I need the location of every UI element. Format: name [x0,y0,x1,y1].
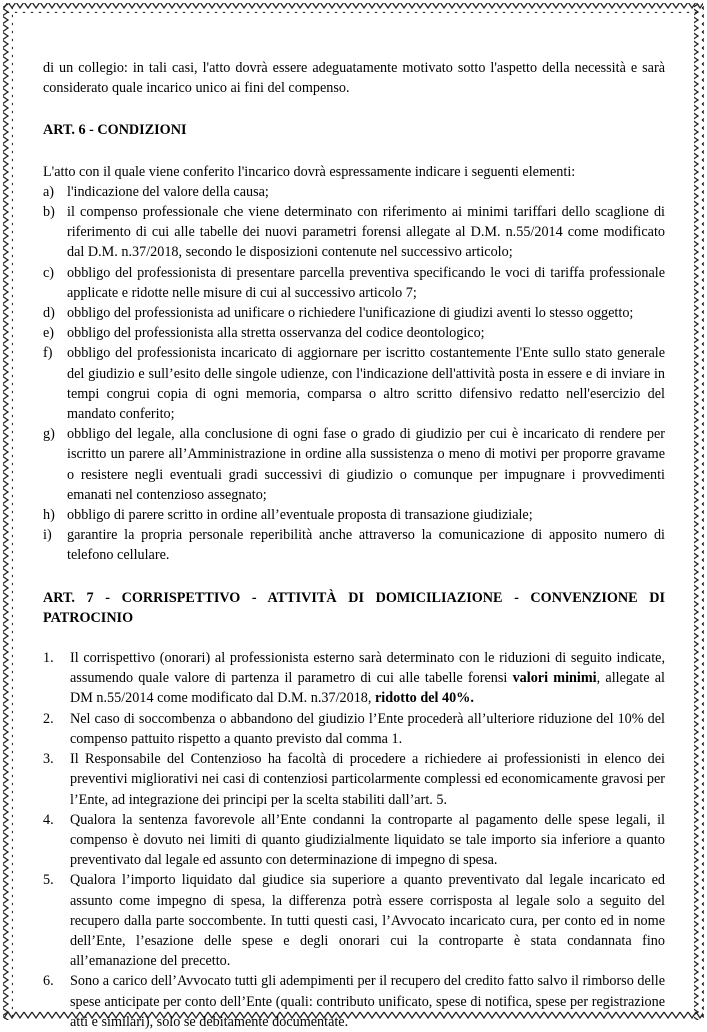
art6-lead: L'atto con il quale viene conferito l'incarico dovrà espressamente indicare i seguenti elementi: [43,163,576,180]
list-item-text: Qualora la sentenza favorevole all’Ente condanni la controparte al pagamento delle spese legali, il compenso è dovuto nei limiti di quanto giudizialmente liquidato se tale importo sia inferiore a quanto preventivato dal legale ed assunto con determinazione di impegno di spesa. [70,811,665,869]
list-marker: 2. [43,710,54,727]
list-item [43,971,665,1032]
list-item [43,709,665,749]
list-item [43,648,665,709]
list-item-text: obbligo di parere scritto in ordine all’eventuale proposta di transazione giudiziale; [67,507,533,524]
list-marker: 5. [43,872,54,889]
list-marker: 1. [43,650,54,667]
list-item-text: obbligo del professionista ad unificare o richiedere l'unificazione di giudizi aventi lo stesso oggetto; [67,305,634,322]
list-marker: b) [43,204,55,221]
list-marker: f) [43,345,53,362]
list-item-text: garantire la propria personale reperibilità anche attraverso la comunicazione di apposito numero di telefono cellulare. [67,527,665,564]
list-marker: h) [43,507,55,524]
list-item [43,870,665,971]
bold-text: ridotto del 40%. [375,690,474,707]
list-item [43,182,665,202]
bold-text: valori minimi [512,670,597,687]
list-item [43,505,665,525]
list-item-text: l'indicazione del valore della causa; [67,183,269,200]
list-item [43,749,665,810]
list-item [43,424,665,505]
art7-list [43,648,665,1032]
list-item-text: , allegate al DM n.55/2014 come modificato dal D.M. n.37/2018, [70,670,665,707]
list-item-text: obbligo del legale, alla conclusione di ogni fase o grado di giudizio per cui è incaricato di rendere per iscritto un parere all’Amministrazione in ordine alla sussistenza o meno di motivi per proporre gravame o resistere negli eventuali gradi successivi di giudizio o comunque per impugnare i provvedimenti emanati nel contenzioso assegnato; [67,426,665,503]
list-item-text: obbligo del professionista incaricato di aggiornare per iscritto costantemente l'Ente sullo stato generale del giudizio e sull’esito delle singole udienze, con l'indicazione dell'attività posta in essere e di inviare in tempi congrui copia di ogni memoria, comparsa o altro scritto difensivo redatto nell'esercizio del mandato conferito; [67,345,665,423]
document-body [43,58,665,1032]
list-item-text: obbligo del professionista alla stretta osservanza del codice deontologico; [67,325,485,342]
list-item-text: Qualora l’importo liquidato dal giudice sia superiore a quanto preventivato dal legale incaricato ed assunto come impegno di spesa, la differenza potrà essere corrisposta al legale solo a seguito del recupero dalla parte soccombente. In tutti questi casi, l’Avvocato incaricato cura, per conto ed in nome dell’Ente, l’esazione delle spese e degli onorari cui la controparte è stata condannata fino all’emanazione del precetto. [70,872,665,970]
list-marker: i) [43,527,52,544]
list-marker: e) [43,325,55,342]
list-item [43,525,665,565]
list-item [43,323,665,343]
list-item-text: il compenso professionale che viene determinato con riferimento ai minimi tariffari dello scaglione di riferimento di cui alle tabelle dei nuovi parametri forensi allegate al D.M. n.55/2014 come modificato dal D.M. n.37/2018, secondo le disposizioni contenute nel successivo articolo; [67,204,665,261]
list-item [43,303,665,323]
list-marker: a) [43,183,55,200]
list-item [43,263,665,303]
list-marker: g) [43,426,55,443]
art6-heading: ART. 6 - CONDIZIONI [43,122,187,139]
list-item-text: Il corrispettivo (onorari) al professionista esterno sarà determinato con le riduzioni di seguito indicate, assumendo quale valore di partenza il parametro di cui alle tabelle forensi [70,650,665,687]
list-item [43,202,665,263]
list-marker: c) [43,264,55,281]
list-marker: 4. [43,811,54,828]
list-item-text: obbligo del professionista di presentare parcella preventiva specificando le voci di tariffa professionale applicate e ridotte nelle misure di cui al successivo articolo 7; [67,264,665,301]
list-item [43,343,665,424]
intro-paragraph: di un collegio: in tali casi, l'atto dovrà essere adeguatamente motivato sotto l'aspetto della necessità e sarà considerato quale incarico unico ai fini del compenso. [43,60,665,97]
art7-heading: ART. 7 - CORRISPETTIVO - ATTIVITÀ DI DOMICILIAZIONE - CONVENZIONE DI PATROCINIO [43,589,665,626]
art6-list [43,182,665,566]
list-item-text: Il Responsabile del Contenzioso ha facoltà di procedere a richiedere ai professionisti in elenco dei preventivi migliorativi nei casi di contenziosi particolarmente complessi ed economicamente gravosi per l’Ente, ad integrazione dei principi per la scelta stabiliti dall’art. 5. [70,751,665,808]
list-item-text: Sono a carico dell’Avvocato tutti gli adempimenti per il recupero del credito fatto salvo il rimborso delle spese anticipate per conto dell’Ente (quali: contributo unificato, spese di notifica, spese per registrazione atti e similari), solo se debitamente documentate. [70,973,665,1030]
list-marker: 3. [43,751,54,768]
list-marker: d) [43,305,55,322]
list-item-text: Nel caso di soccombenza o abbandono del giudizio l’Ente procederà all’ulteriore riduzione del 10% del compenso pattuito rispetto a quanto previsto dal comma 1. [70,710,665,747]
list-item [43,810,665,871]
list-marker: 6. [43,973,54,990]
